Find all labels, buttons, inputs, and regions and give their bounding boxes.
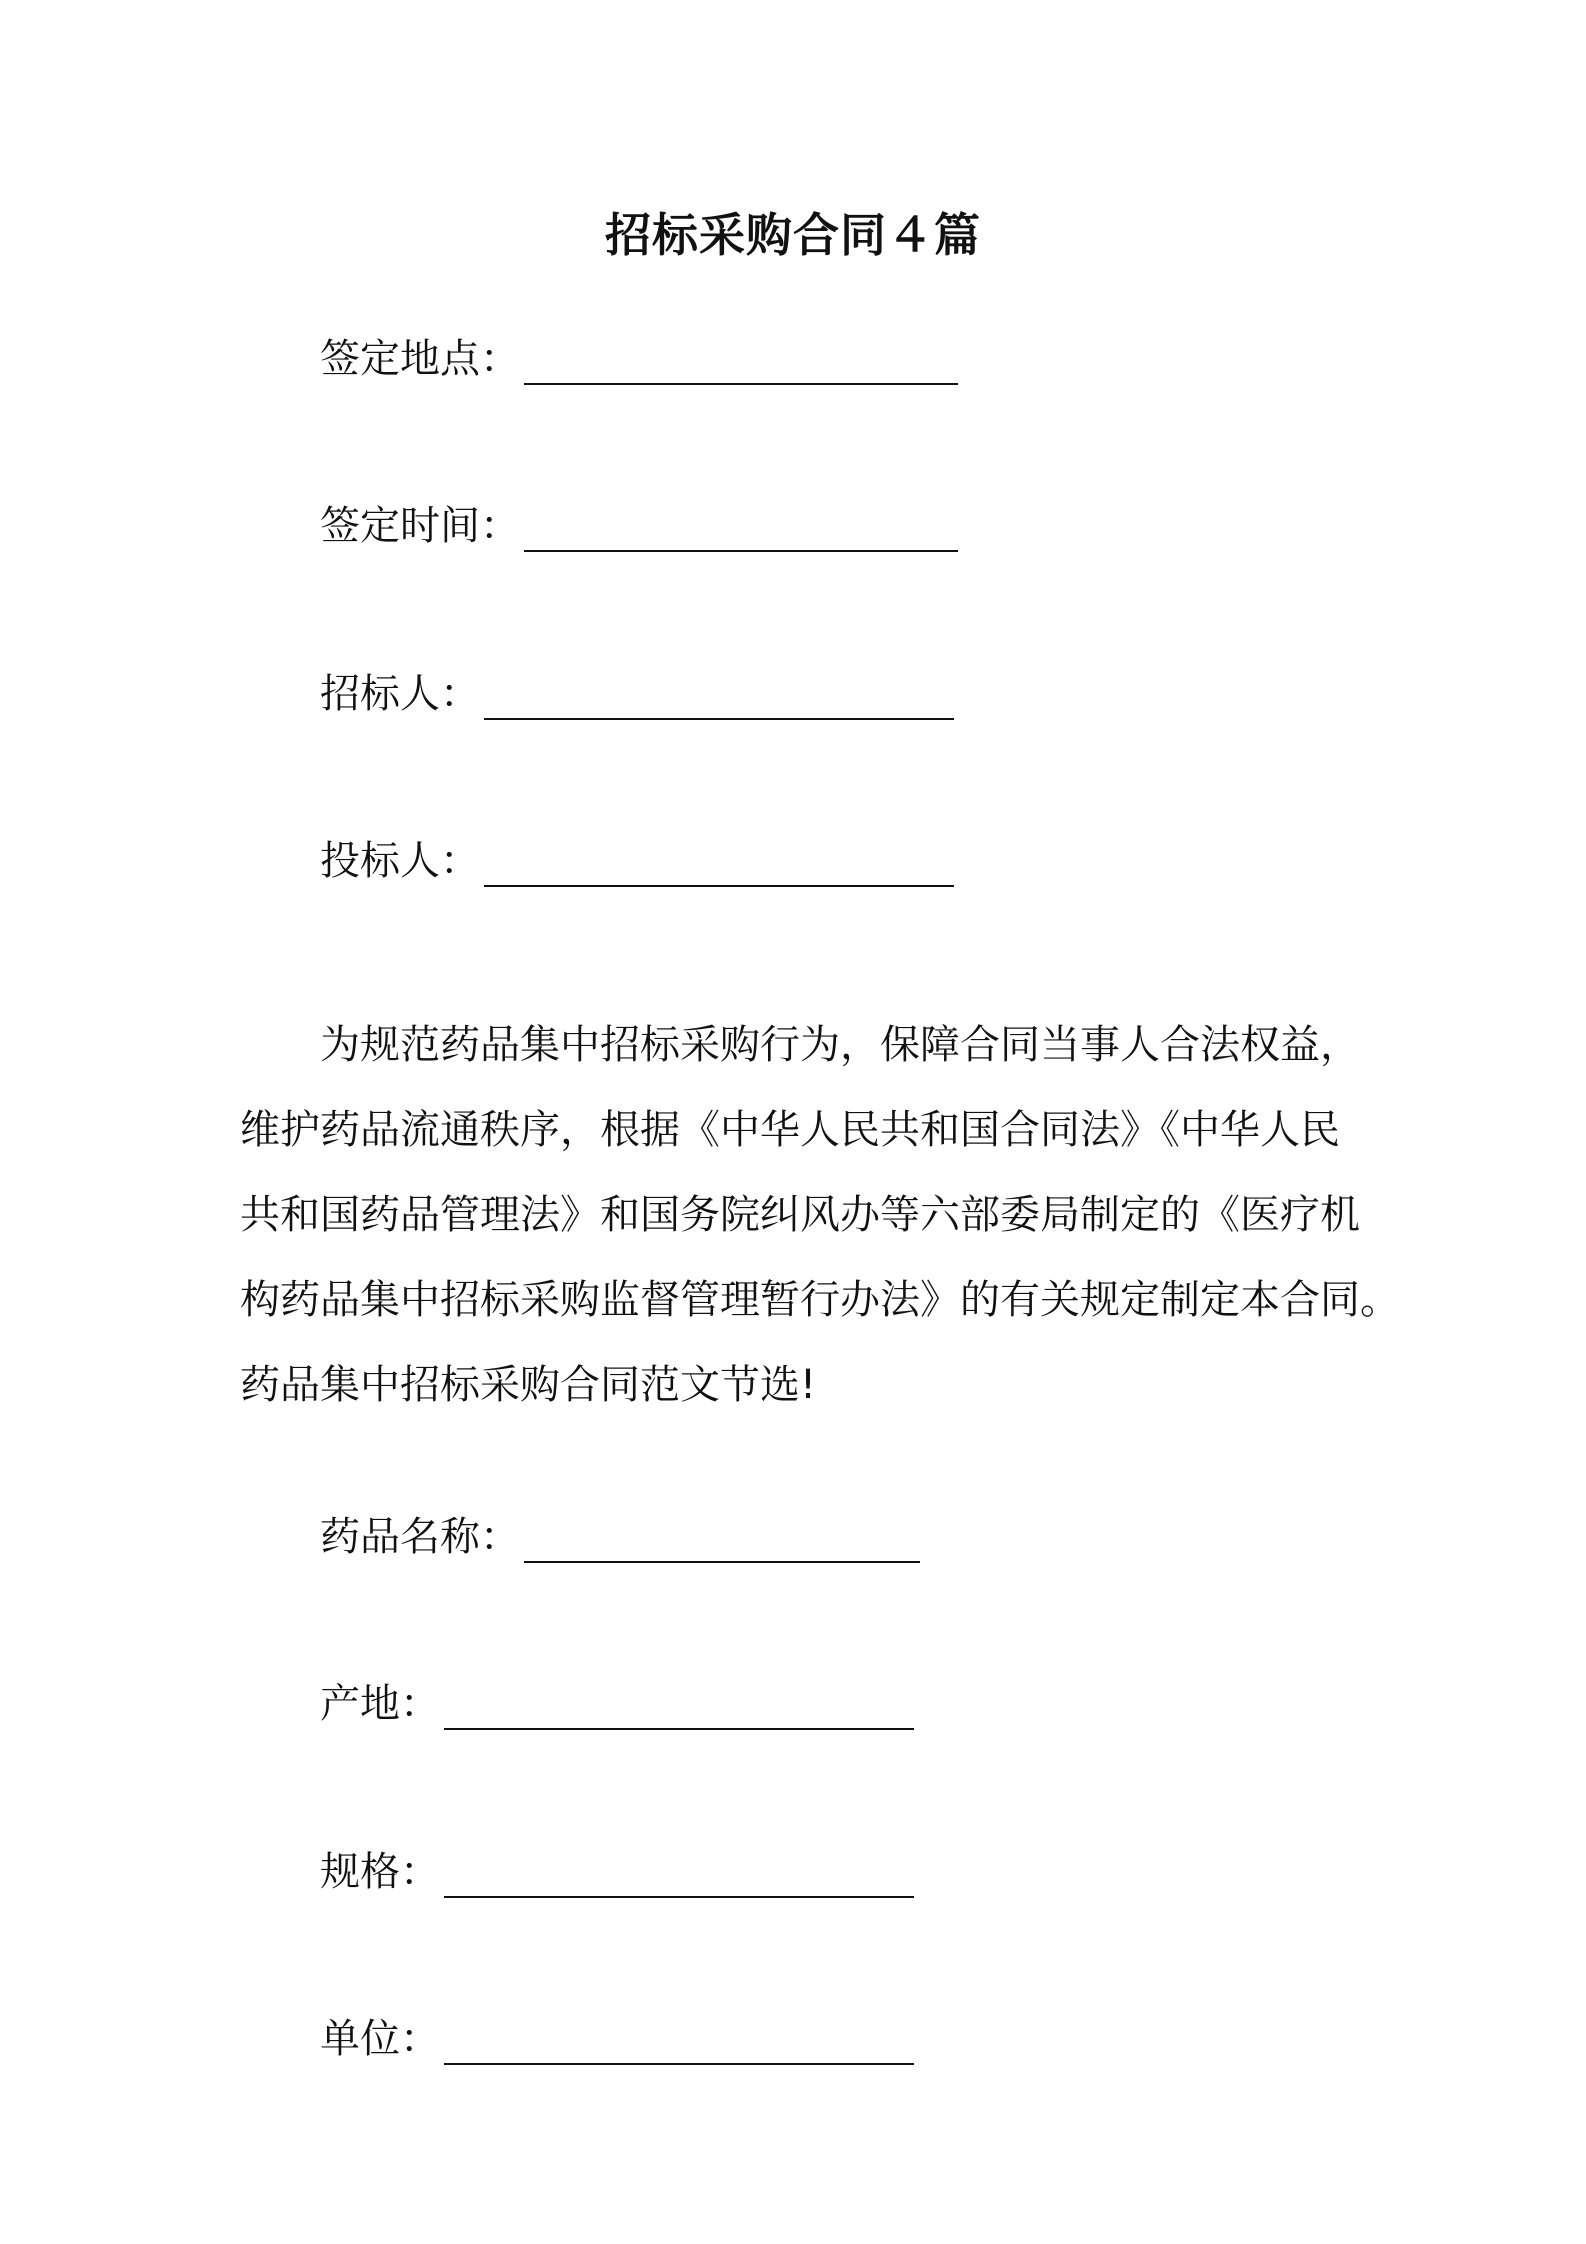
blank-line	[484, 670, 954, 720]
body-paragraph	[240, 1003, 1400, 1428]
paragraph-line: 药品集中招标采购合同范文节选!	[240, 1362, 817, 1408]
field-specification	[320, 1838, 914, 1898]
paragraph-line: 为规范药品集中招标采购行为，保障合同当事人合法权益，	[320, 1022, 1360, 1068]
blank-line	[524, 1513, 920, 1563]
paragraph-line: 构药品集中招标采购监督管理暂行办法》的有关规定制定本合同。	[240, 1277, 1400, 1323]
field-drug-name	[320, 1503, 920, 1563]
field-signing-place	[320, 325, 958, 385]
field-label: 投标人：	[320, 838, 480, 884]
field-signing-time	[320, 492, 958, 552]
paragraph-line: 维护药品流通秩序，根据《中华人民共和国合同法》《中华人民	[240, 1107, 1340, 1153]
blank-line	[444, 1848, 914, 1898]
document-title: 招标采购合同４篇	[605, 208, 981, 262]
paragraph-line: 共和国药品管理法》和国务院纠风办等六部委局制定的《医疗机	[240, 1192, 1360, 1238]
field-label: 产地：	[320, 1681, 440, 1727]
field-origin	[320, 1670, 914, 1730]
blank-line	[524, 335, 958, 385]
field-label: 签定时间：	[320, 503, 520, 549]
field-label: 单位：	[320, 2016, 440, 2062]
field-label: 签定地点：	[320, 336, 520, 382]
blank-line	[444, 1680, 914, 1730]
field-bidder	[320, 827, 954, 887]
field-label: 招标人：	[320, 671, 480, 717]
field-tenderer	[320, 660, 954, 720]
blank-line	[524, 502, 958, 552]
field-label: 药品名称：	[320, 1514, 520, 1560]
field-label: 规格：	[320, 1849, 440, 1895]
field-unit	[320, 2005, 914, 2065]
blank-line	[444, 2015, 914, 2065]
blank-line	[484, 837, 954, 887]
